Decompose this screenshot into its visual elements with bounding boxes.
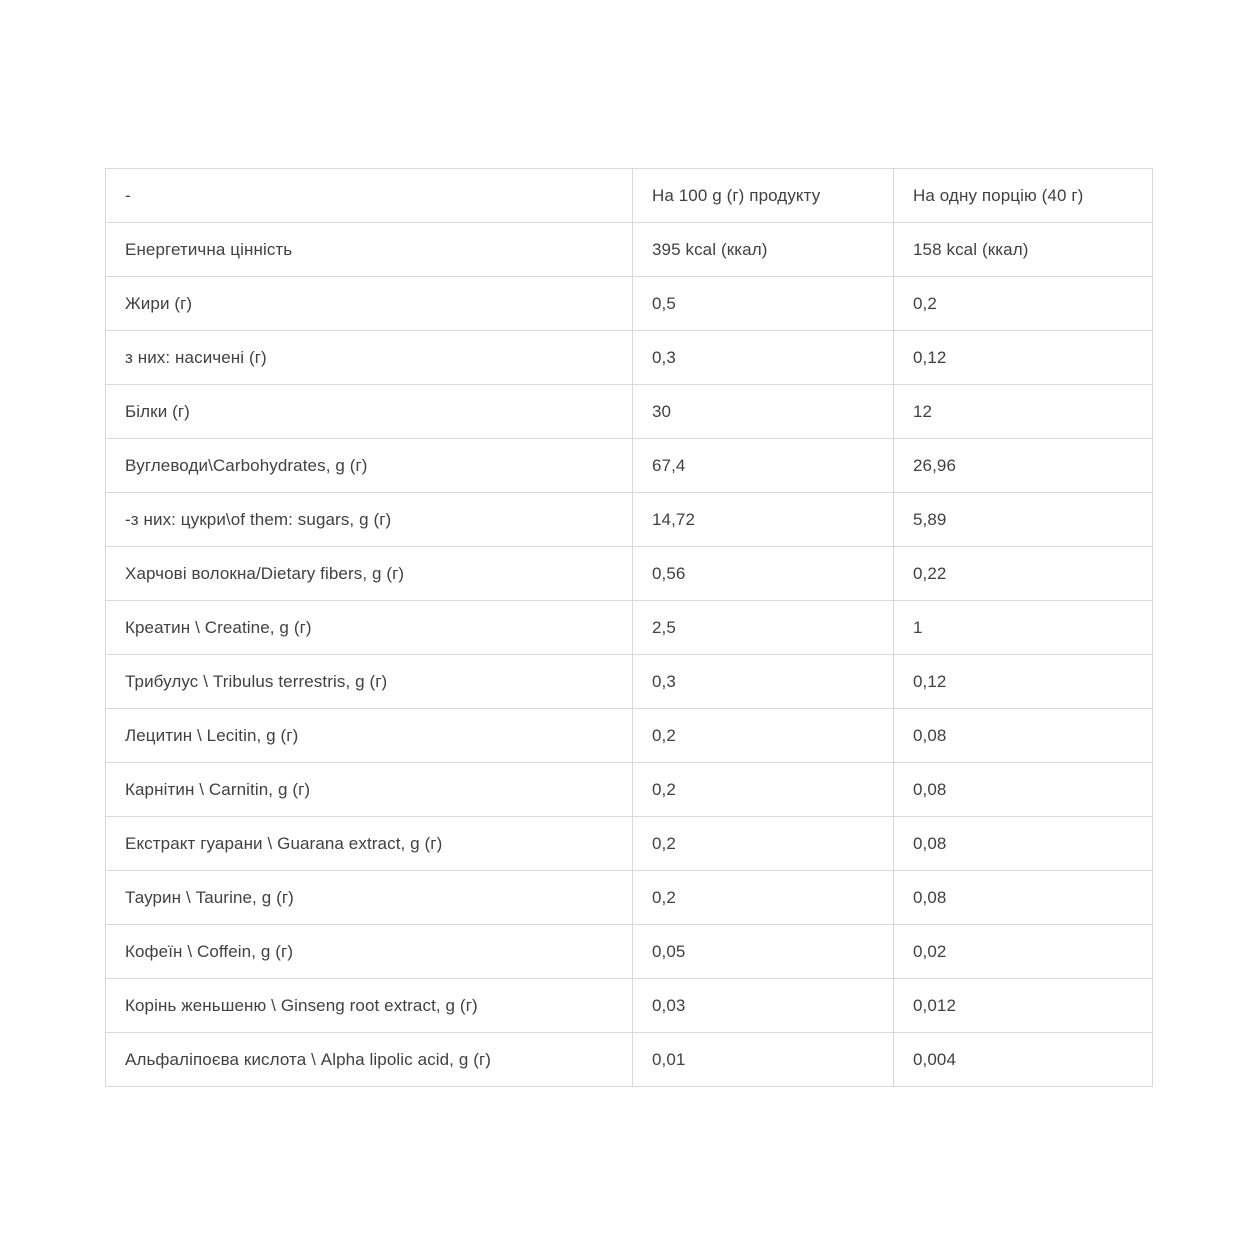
table-header-row (106, 169, 1153, 223)
header-per-100g-column: На 100 g (г) продукту (633, 169, 894, 223)
nutrition-facts-table (105, 168, 1153, 1087)
nutrient-name: Кофеїн \ Coffein, g (г) (106, 925, 633, 979)
per-100g-value: 0,5 (633, 277, 894, 331)
nutrient-name: Карнітин \ Carnitin, g (г) (106, 763, 633, 817)
table-row (106, 763, 1153, 817)
per-100g-value: 0,3 (633, 331, 894, 385)
per-100g-value: 0,56 (633, 547, 894, 601)
per-serving-value: 0,02 (894, 925, 1153, 979)
per-serving-value: 0,08 (894, 763, 1153, 817)
nutrient-name: Таурин \ Taurine, g (г) (106, 871, 633, 925)
nutrient-name: Екстракт гуарани \ Guarana extract, g (г) (106, 817, 633, 871)
table-row (106, 925, 1153, 979)
per-100g-value: 14,72 (633, 493, 894, 547)
per-serving-value: 0,2 (894, 277, 1153, 331)
table-row (106, 277, 1153, 331)
nutrient-name: Білки (г) (106, 385, 633, 439)
nutrient-name: Корінь женьшеню \ Ginseng root extract, g (г) (106, 979, 633, 1033)
per-100g-value: 0,2 (633, 709, 894, 763)
per-100g-value: 0,01 (633, 1033, 894, 1087)
nutrient-name: Креатин \ Creatine, g (г) (106, 601, 633, 655)
table-row (106, 979, 1153, 1033)
per-serving-value: 1 (894, 601, 1153, 655)
table-row (106, 655, 1153, 709)
nutrient-name: -з них: цукри\of them: sugars, g (г) (106, 493, 633, 547)
per-100g-value: 0,05 (633, 925, 894, 979)
per-serving-value: 0,08 (894, 817, 1153, 871)
table-row (106, 1033, 1153, 1087)
nutrient-name: Енергетична цінність (106, 223, 633, 277)
per-serving-value: 0,08 (894, 709, 1153, 763)
per-100g-value: 67,4 (633, 439, 894, 493)
table-row (106, 385, 1153, 439)
table-row (106, 439, 1153, 493)
table-row (106, 709, 1153, 763)
per-100g-value: 0,2 (633, 817, 894, 871)
per-serving-value: 26,96 (894, 439, 1153, 493)
per-serving-value: 158 kcal (ккал) (894, 223, 1153, 277)
per-serving-value: 12 (894, 385, 1153, 439)
header-per-serving-column: На одну порцію (40 г) (894, 169, 1153, 223)
nutrient-name: Альфаліпоєва кислота \ Alpha lipolic acid, g (г) (106, 1033, 633, 1087)
nutrient-name: Жири (г) (106, 277, 633, 331)
per-100g-value: 0,03 (633, 979, 894, 1033)
table-row (106, 547, 1153, 601)
header-nutrient-column: - (106, 169, 633, 223)
per-serving-value: 5,89 (894, 493, 1153, 547)
per-100g-value: 0,3 (633, 655, 894, 709)
nutrient-name: Трибулус \ Tribulus terrestris, g (г) (106, 655, 633, 709)
nutrient-name: Вуглеводи\Carbohydrates, g (г) (106, 439, 633, 493)
per-serving-value: 0,08 (894, 871, 1153, 925)
nutrient-name: Лецитин \ Lecitin, g (г) (106, 709, 633, 763)
nutrient-name: Харчові волокна/Dietary fibers, g (г) (106, 547, 633, 601)
table-row (106, 817, 1153, 871)
per-100g-value: 395 kcal (ккал) (633, 223, 894, 277)
per-serving-value: 0,12 (894, 655, 1153, 709)
table-row (106, 331, 1153, 385)
table-row (106, 223, 1153, 277)
per-serving-value: 0,004 (894, 1033, 1153, 1087)
per-serving-value: 0,12 (894, 331, 1153, 385)
per-100g-value: 30 (633, 385, 894, 439)
table-row (106, 871, 1153, 925)
per-serving-value: 0,012 (894, 979, 1153, 1033)
nutrient-name: з них: насичені (г) (106, 331, 633, 385)
per-serving-value: 0,22 (894, 547, 1153, 601)
table-row (106, 601, 1153, 655)
per-100g-value: 2,5 (633, 601, 894, 655)
table-row (106, 493, 1153, 547)
per-100g-value: 0,2 (633, 871, 894, 925)
per-100g-value: 0,2 (633, 763, 894, 817)
